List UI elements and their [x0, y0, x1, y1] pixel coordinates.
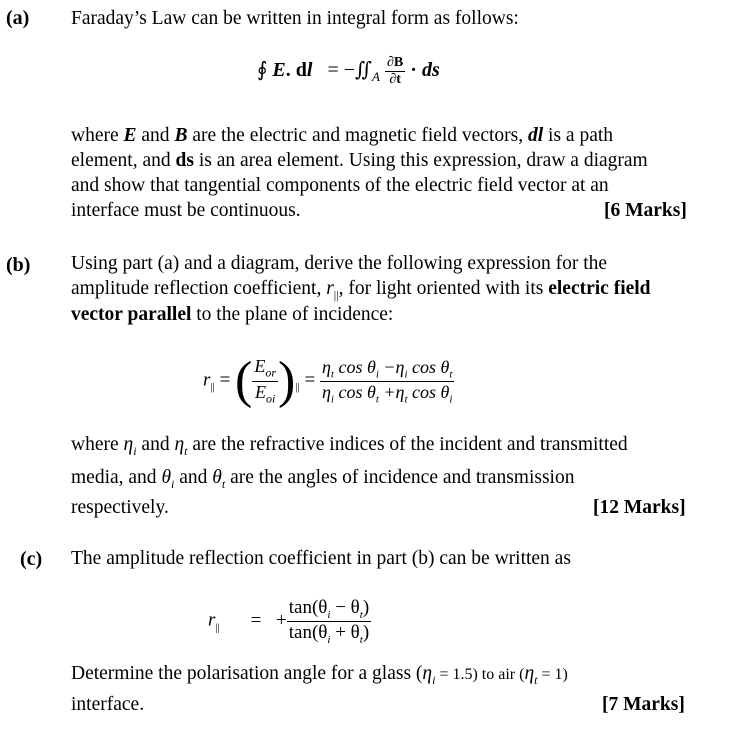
eq-equals-surface: = −∬	[327, 59, 373, 82]
part-b-line-1: Using part (a) and a diagram, derive the following expression for the	[71, 253, 608, 274]
tan-equation: $r_{||}$ = + $\frac{\tan(\theta_i - \theta_t)}{\tan(\theta_i + \theta_t)}$	[208, 597, 370, 646]
eq-tan-ratio: $\frac{\tan(\theta_i - \theta_t)}{\tan(\theta_i + \theta_t)}$	[288, 597, 370, 646]
part-b-where-2: media, and $\theta_i$ and $\theta_t$ are the angles of incidence and transmission	[71, 467, 575, 491]
faraday-equation	[257, 55, 440, 88]
part-a-line-3: and show that tangential components of the electric field vector at an	[71, 175, 609, 196]
part-b-marks: [12 Marks]	[593, 497, 686, 518]
eq-l: l	[306, 59, 313, 82]
eq-ds: ds	[421, 59, 440, 82]
part-b-where-3: respectively.	[71, 497, 169, 518]
eq-plus: +	[276, 609, 287, 631]
eq-db-dt: $\frac{\partial B}{\partial t}$	[387, 55, 404, 87]
eq-r-c: r	[208, 609, 216, 631]
contour-integral: ∮	[257, 59, 268, 82]
part-c-marks: [7 Marks]	[602, 694, 685, 715]
eq-sub-a: A	[372, 69, 380, 85]
eq-equals-1: =	[219, 369, 231, 391]
eq-e-ratio: $\frac{E_{or}}{E_{oi}}$	[254, 355, 277, 406]
part-a-line-1: where E and B are the electric and magnetic field vectors, dl is a path	[71, 125, 614, 146]
part-a-line-2: element, and ds is an area element. Using this expression, draw a diagram	[71, 150, 648, 171]
part-b-label: (b)	[6, 254, 31, 276]
eq-par-sub: ||	[295, 381, 300, 394]
eq-eta-ratio: $\frac{\eta_t \cos \theta_i -\eta_i \cos \theta_t}{\eta_i \cos \theta_t +\eta_t \cos \theta_i}$	[321, 356, 453, 406]
eq-dot-d: . d	[285, 59, 307, 82]
part-c-line-3: interface.	[71, 694, 145, 715]
part-b-line-3: vector parallel to the plane of incidence:	[71, 304, 394, 325]
eq-equals-c: =	[250, 609, 262, 631]
part-a-line-4: interface must be continuous.	[71, 200, 301, 221]
part-c-line-1: The amplitude reflection coefficient in part (b) can be written as	[71, 548, 571, 569]
part-a-intro: Faraday’s Law can be written in integral form as follows:	[71, 8, 519, 29]
part-c-label: (c)	[20, 548, 43, 570]
part-a-label: (a)	[6, 7, 30, 29]
eq-e-vector: E	[272, 59, 286, 82]
part-b-where-1: where $\eta_i$ and $\eta_t$ are the refractive indices of the incident and transmitted	[71, 434, 628, 458]
eq-equals-2: =	[304, 369, 316, 391]
left-paren: (	[235, 352, 253, 409]
reflection-equation: $r_{||}$ = ( $\frac{E_{or}}{E_{oi}}$ )$_{||}$ = $\frac{\eta_t \cos \theta_i -\eta_i \cos \theta_t}{\eta_i \cos \theta_t +\eta_t \cos \theta_i}$	[203, 352, 453, 409]
eq-r: r	[203, 369, 211, 391]
eq-dot: ·	[410, 59, 417, 82]
part-b-line-2: amplitude reflection coefficient, $r_{||}$, for light oriented with its electric field	[71, 278, 651, 302]
right-paren: )	[278, 352, 296, 409]
part-c-line-2: Determine the polarisation angle for a glass $(\eta_i = 1.5)$ to air $(\eta_t = 1)$	[71, 663, 568, 687]
part-a-marks: [6 Marks]	[604, 200, 687, 221]
